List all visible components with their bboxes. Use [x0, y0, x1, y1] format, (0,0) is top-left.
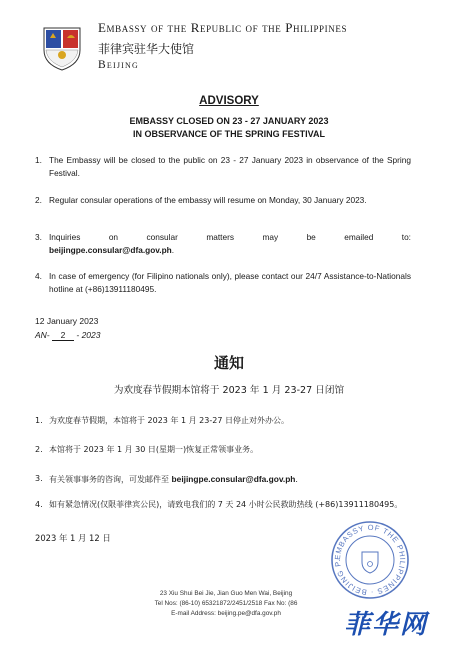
item-number: 3. — [35, 232, 42, 242]
notice-item — [35, 414, 410, 430]
item-number: 1. — [35, 416, 43, 425]
advisory-subtitle-line1: EMBASSY CLOSED ON 23 - 27 JANUARY 2023 — [129, 116, 329, 126]
item-number: 1. — [35, 155, 42, 165]
item-text-post: . — [295, 475, 298, 484]
notice-subtitle-chinese: 为欢度春节假期本馆将于 2023 年 1 月 23-27 日闭馆 — [113, 385, 345, 396]
embassy-city: Beijing — [98, 59, 139, 71]
ref-number: 2 — [52, 330, 74, 341]
item-text-pre: Inquiries on consular matters may be emailed to: — [49, 232, 411, 242]
embassy-name-chinese: 菲律宾驻华大使馆 — [98, 42, 195, 56]
embassy-stamp-icon — [330, 520, 410, 600]
item-number: 4. — [35, 500, 43, 509]
notice-item — [35, 443, 410, 459]
advisory-item — [35, 154, 410, 180]
advisory-subtitle-line2: IN OBSERVANCE OF THE SPRING FESTIVAL — [132, 129, 326, 139]
item-text-post: . — [171, 245, 175, 255]
ref-suffix: - 2023 — [76, 330, 101, 340]
item-text — [49, 231, 411, 257]
item-text-pre: 有关领事事务的咨询，可发邮件至 — [49, 475, 172, 484]
ref-prefix: AN- — [35, 330, 50, 340]
advisory-subtitle — [0, 115, 458, 141]
footer-email: E-mail Address: beijing.pe@dfa.gov.ph — [171, 610, 281, 617]
item-text: The Embassy will be closed to the public on 23 - 27 January 2023 in observance of the Spring Festival. — [49, 155, 411, 178]
item-text: 为欢度春节假期，本馆将于 2023 年 1 月 23-27 日停止对外办公。 — [49, 416, 289, 425]
notice-title-chinese: 通知 — [213, 354, 244, 372]
item-text — [49, 472, 411, 487]
item-number: 2. — [35, 445, 43, 454]
advisory-reference — [35, 330, 101, 341]
item-number: 2. — [35, 195, 42, 205]
item-text: 如有紧急情况(仅限菲律宾公民)，请致电我们的 7 天 24 小时公民救助热线 (+86)13911180495。 — [49, 500, 403, 509]
notice-item — [35, 472, 410, 488]
stamp-text: EMBASSY OF THE PHILIPPINES · BEIJING P. — [332, 522, 408, 598]
consular-email: beijingpe.consular@dfa.gov.ph — [171, 474, 296, 484]
advisory-item — [35, 194, 410, 220]
item-text: 本馆将于 2023 年 1 月 30 日(星期一)恢复正常领事业务。 — [49, 445, 259, 454]
advisory-item — [35, 270, 410, 296]
item-text: Regular consular operations of the embassy will resume on Monday, 30 January 2023. — [49, 195, 367, 205]
item-number: 4. — [35, 271, 42, 281]
item-text: In case of emergency (for Filipino nationals only), please contact our 24/7 Assistance-to-Nationals hotline at (+86)13911180495. — [49, 271, 411, 294]
watermark-text: 菲华网 — [343, 610, 428, 640]
advisory-date: 12 January 2023 — [35, 316, 99, 326]
footer-phone: Tel Nos: (86-10) 65321872/2451/2518 Fax No: (86 — [154, 600, 298, 607]
footer-address: 23 Xiu Shui Bei Jie, Jian Guo Men Wai, Beijing — [159, 590, 293, 597]
philippine-seal-icon — [40, 24, 84, 72]
advisory-title: ADVISORY — [199, 95, 259, 107]
notice-date-chinese: 2023 年 1 月 12 日 — [35, 533, 111, 543]
item-number: 3. — [35, 474, 43, 483]
embassy-name-english: Embassy of the Republic of the Philippines — [98, 20, 348, 35]
consular-email: beijingpe.consular@dfa.gov.ph — [49, 245, 172, 255]
site-watermark — [316, 604, 456, 644]
advisory-item — [35, 231, 410, 257]
